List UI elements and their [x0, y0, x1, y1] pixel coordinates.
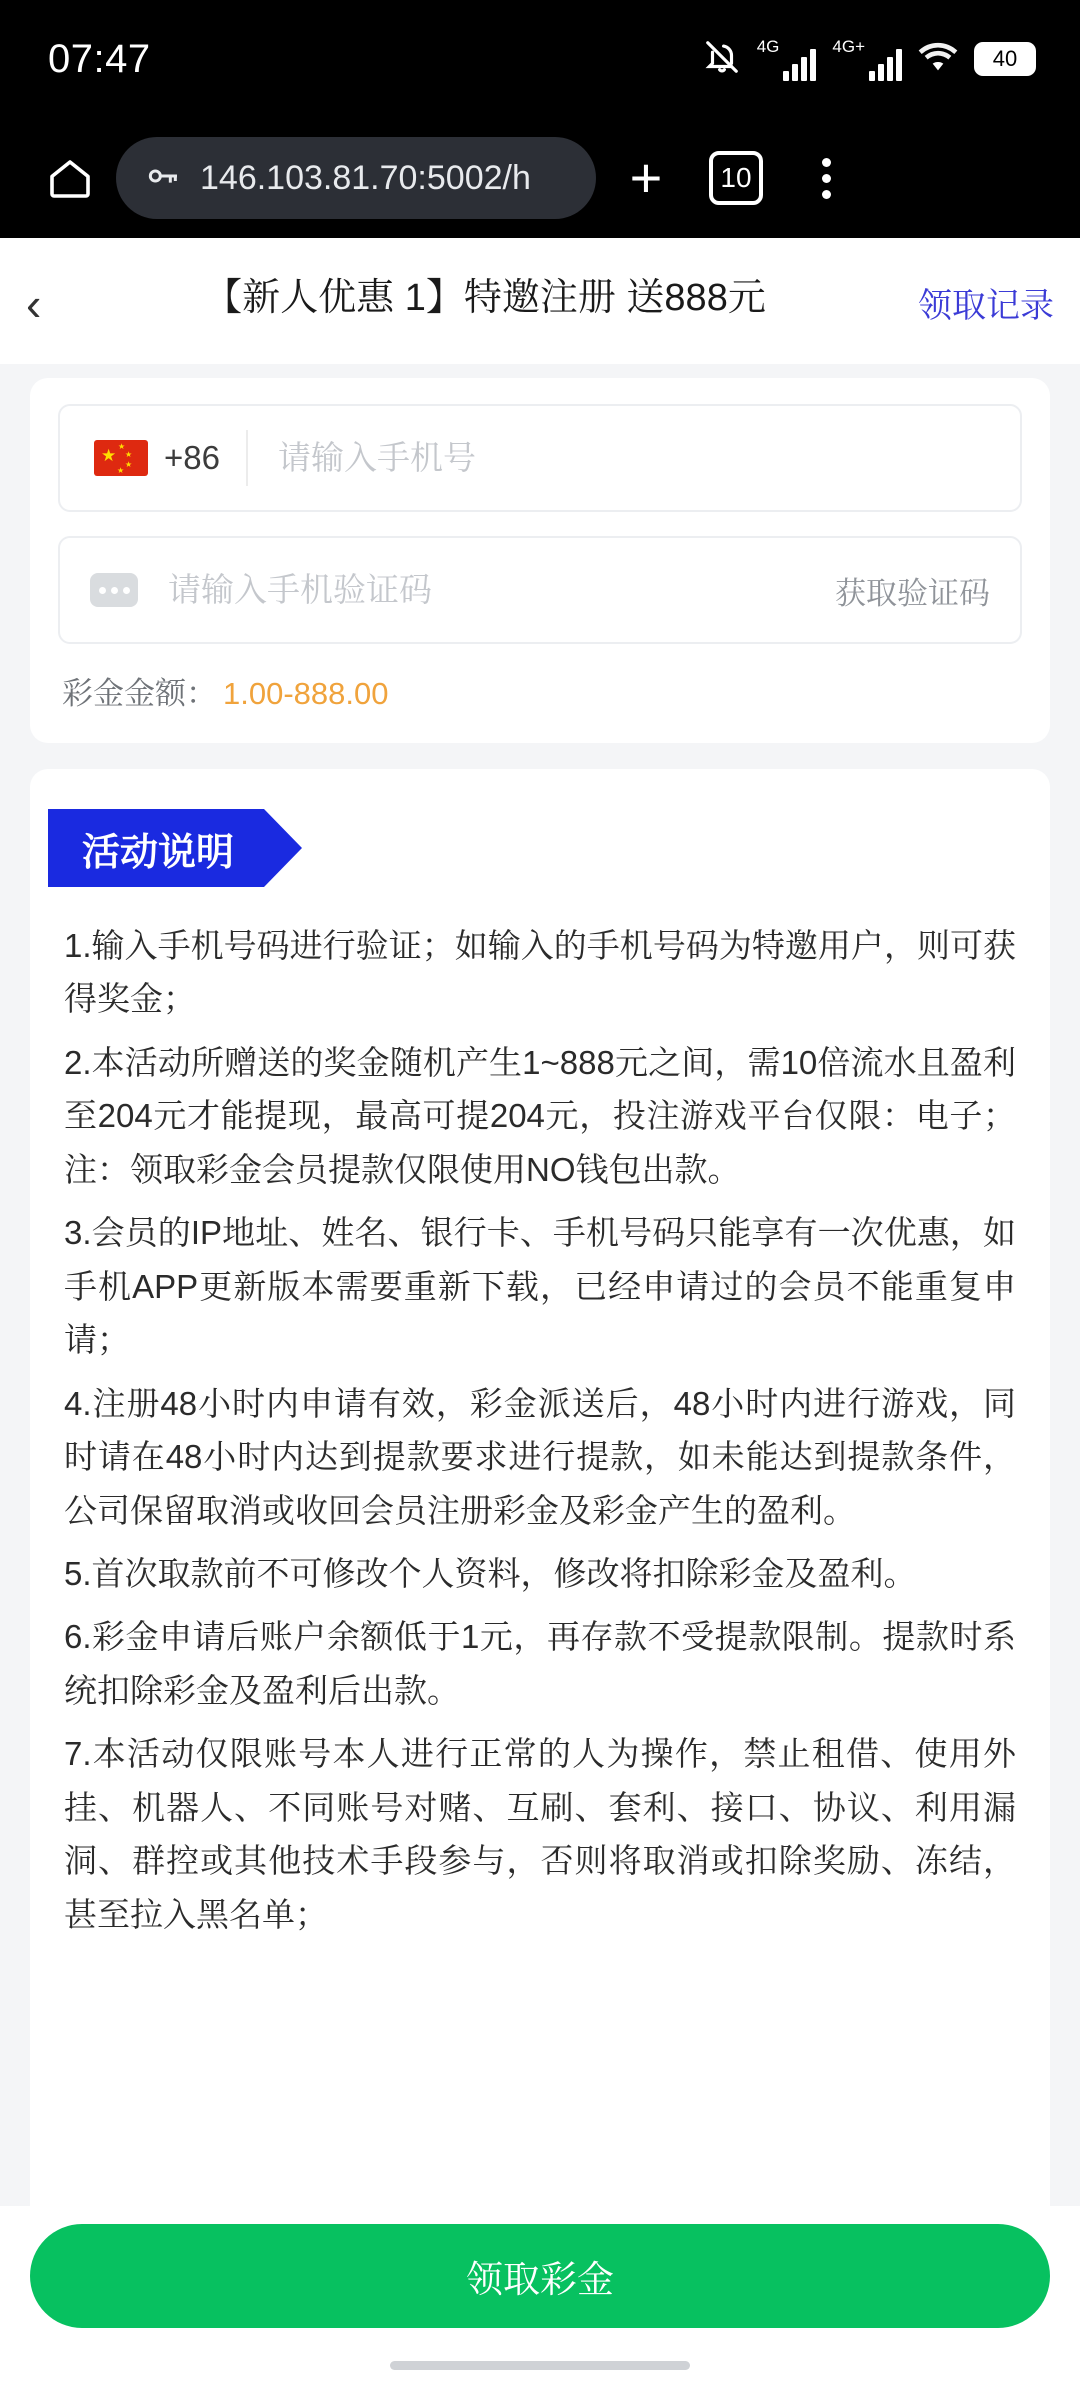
rule-item: 1.输入手机号码进行验证；如输入的手机号码为特邀用户，则可获得奖金； [64, 927, 1016, 1018]
rule-item: 7.本活动仅限账号本人进行正常的人为操作，禁止租借、使用外挂、机器人、不同账号对赌、互刷、套利、接口、协议、利用漏洞、群控或其他技术手段参与，否则将取消或扣除奖励、冻结，甚至拉入黑名单； [64, 1735, 1016, 1933]
new-tab-button[interactable] [606, 138, 686, 218]
get-code-button[interactable]: 获取验证码 [835, 575, 990, 611]
battery-indicator: 40 [974, 42, 1036, 76]
tab-count-label: 10 [709, 151, 763, 205]
page-content [0, 364, 1080, 2206]
rule-item: 4.注册48小时内申请有效，彩金派送后，48小时内进行游戏，同时请在48小时内达到提款要求进行提款，如未能达到提款条件，公司保留取消或收回会员注册彩金及彩金产生的盈利。 [64, 1384, 1016, 1529]
web-page [0, 238, 1080, 2388]
address-bar[interactable] [116, 137, 596, 219]
page-header [0, 238, 1080, 364]
plus-icon: + [629, 146, 663, 209]
signal-1 [757, 38, 817, 81]
status-icon-group [703, 38, 1036, 81]
network-type-2: 4G+ [832, 36, 865, 56]
bell-muted-icon [703, 38, 741, 81]
more-vertical-icon[interactable] [786, 138, 866, 218]
activity-description-body [30, 905, 1050, 1941]
claim-bonus-button[interactable]: 领取彩金 [30, 2224, 1050, 2328]
records-link[interactable]: 领取记录 [918, 286, 1054, 325]
kebab-dots [822, 158, 831, 199]
china-flag-icon: ★ ★ ★ ★ ★ [94, 440, 148, 476]
registration-form-card [30, 378, 1050, 743]
bonus-amount-row [58, 668, 1022, 713]
phone-field-row[interactable] [58, 404, 1022, 512]
rule-item: 6.彩金申请后账户余额低于1元，再存款不受提款限制。提款时系统扣除彩金及盈利后出款。 [64, 1618, 1016, 1709]
country-code-label[interactable]: +86 [164, 430, 248, 486]
back-chevron-icon[interactable]: ‹ [26, 278, 42, 330]
verification-code-input[interactable] [138, 571, 835, 609]
home-indicator [0, 2342, 1080, 2388]
activity-description-ribbon: 活动说明 [48, 809, 264, 887]
bonus-amount-label: 彩金金额： [62, 676, 217, 711]
activity-description-card [30, 769, 1050, 2206]
bonus-amount-value: 1.00-888.00 [223, 676, 389, 711]
rule-item: 3.会员的IP地址、姓名、银行卡、手机号码只能享有一次优惠，如手机APP更新版本需要重新下载，已经申请过的会员不能重复申请； [64, 1214, 1016, 1359]
signal-bars-2 [869, 47, 902, 81]
home-icon[interactable] [34, 142, 106, 214]
page-title: 【新人优惠 1】特邀注册 送888元 [204, 277, 766, 320]
signal-bars-1 [783, 47, 816, 81]
status-bar [0, 0, 1080, 118]
tab-switcher-button[interactable] [696, 138, 776, 218]
status-clock: 07:47 [48, 36, 151, 81]
verification-code-field-row[interactable] [58, 536, 1022, 644]
rule-item: 2.本活动所赠送的奖金随机产生1~888元之间，需10倍流水且盈利至204元才能提现，最高可提204元，投注游戏平台仅限：电子；注：领取彩金会员提款仅限使用NO钱包出款。 [64, 1043, 1016, 1188]
signal-2 [832, 38, 902, 81]
browser-toolbar [0, 118, 1080, 238]
address-bar-url: 146.103.81.70:5002/h [200, 158, 531, 197]
sms-code-icon [90, 573, 138, 607]
site-info-icon[interactable] [142, 156, 182, 201]
footer-action-bar [0, 2206, 1080, 2342]
rule-item: 5.首次取款前不可修改个人资料，修改将扣除彩金及盈利。 [64, 1554, 917, 1592]
network-type-1: 4G [756, 36, 780, 56]
phone-input[interactable] [248, 439, 1020, 477]
wifi-icon [918, 40, 958, 79]
